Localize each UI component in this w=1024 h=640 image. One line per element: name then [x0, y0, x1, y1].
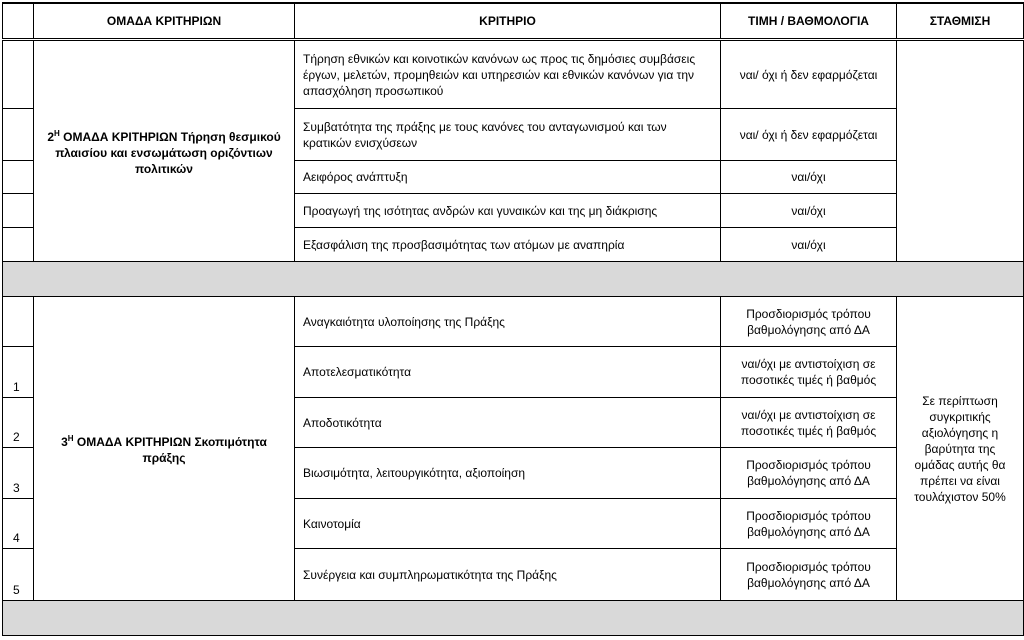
row-number: 5	[3, 549, 34, 601]
row-number	[3, 228, 34, 262]
row-number: 3	[3, 448, 34, 499]
criterion-cell: Καινοτομία	[295, 499, 721, 549]
criterion-cell: Συνέργεια και συμπληρωματικότητα της Πράξης	[295, 549, 721, 601]
separator-row	[3, 262, 1024, 297]
group-3-title: $3^H$ ΟΜΑΔΑ ΚΡΙΤΗΡΙΩΝ Σκοπιμότητα πράξης	[34, 297, 295, 601]
separator-cell	[3, 601, 1024, 636]
header-number	[3, 3, 34, 40]
separator-cell	[3, 262, 1024, 297]
value-cell: ναι/ όχι ή δεν εφαρμόζεται	[721, 40, 897, 109]
criterion-cell: Αναγκαιότητα υλοποίησης της Πράξης	[295, 297, 721, 347]
criterion-cell: Αποδοτικότητα	[295, 398, 721, 448]
group-2-title: $2^H$ ΟΜΑΔΑ ΚΡΙΤΗΡΙΩΝ Τήρηση θεσμικού πλαισίου και ενσωμάτωση οριζόντιων πολιτικών	[34, 40, 295, 262]
criterion-cell: Τήρηση εθνικών και κοινοτικών κανόνων ως προς τις δημόσιες συμβάσεις έργων, μελετών, προμηθειών και υπηρεσιών και εθνικών κανόνων για την απασχόληση προσωπικού	[295, 40, 721, 109]
row-number	[3, 194, 34, 228]
value-cell: ναι/όχι	[721, 161, 897, 194]
criterion-cell: Αειφόρος ανάπτυξη	[295, 161, 721, 194]
criterion-cell: Προαγωγή της ισότητας ανδρών και γυναικών και της μη διάκρισης	[295, 194, 721, 228]
row-number	[3, 297, 34, 347]
header-weight: ΣΤΑΘΜΙΣΗ	[897, 3, 1024, 40]
value-cell: Προσδιορισμός τρόπου βαθμολόγησης από ΔΑ	[721, 297, 897, 347]
value-cell: Προσδιορισμός τρόπου βαθμολόγησης από ΔΑ	[721, 448, 897, 499]
value-cell: ναι/ όχι ή δεν εφαρμόζεται	[721, 109, 897, 161]
header-row	[3, 3, 1024, 40]
criterion-cell: Συμβατότητα της πράξης με τους κανόνες του ανταγωνισμού και των κρατικών ενισχύσεων	[295, 109, 721, 161]
value-cell: Προσδιορισμός τρόπου βαθμολόγησης από ΔΑ	[721, 499, 897, 549]
group-2-weight	[897, 40, 1024, 262]
row-number	[3, 161, 34, 194]
header-group: ΟΜΑΔΑ ΚΡΙΤΗΡΙΩΝ	[34, 3, 295, 40]
value-cell: ναι/όχι	[721, 228, 897, 262]
criterion-cell: Εξασφάλιση της προσβασιμότητας των ατόμων με αναπηρία	[295, 228, 721, 262]
value-cell: Προσδιορισμός τρόπου βαθμολόγησης από ΔΑ	[721, 549, 897, 601]
header-criterion: ΚΡΙΤΗΡΙΟ	[295, 3, 721, 40]
value-cell: ναι/όχι με αντιστοίχιση σε ποσοτικές τιμές ή βαθμός	[721, 398, 897, 448]
table-row	[3, 40, 1024, 109]
criterion-cell: Βιωσιμότητα, λειτουργικότητα, αξιοποίηση	[295, 448, 721, 499]
header-value: ΤΙΜΗ / ΒΑΘΜΟΛΟΓΙΑ	[721, 3, 897, 40]
row-number	[3, 40, 34, 109]
group-3-weight: Σε περίπτωση συγκριτικής αξιολόγησης η βαρύτητα της ομάδας αυτής θα πρέπει να είναι τουλάχιστον 50%	[897, 297, 1024, 601]
row-number	[3, 109, 34, 161]
criterion-cell: Αποτελεσματικότητα	[295, 347, 721, 398]
table-row	[3, 297, 1024, 347]
separator-row	[3, 601, 1024, 636]
row-number: 2	[3, 398, 34, 448]
value-cell: ναι/όχι με αντιστοίχιση σε ποσοτικές τιμές ή βαθμός	[721, 347, 897, 398]
row-number: 4	[3, 499, 34, 549]
value-cell: ναι/όχι	[721, 194, 897, 228]
row-number: 1	[3, 347, 34, 398]
criteria-table	[2, 2, 1024, 636]
